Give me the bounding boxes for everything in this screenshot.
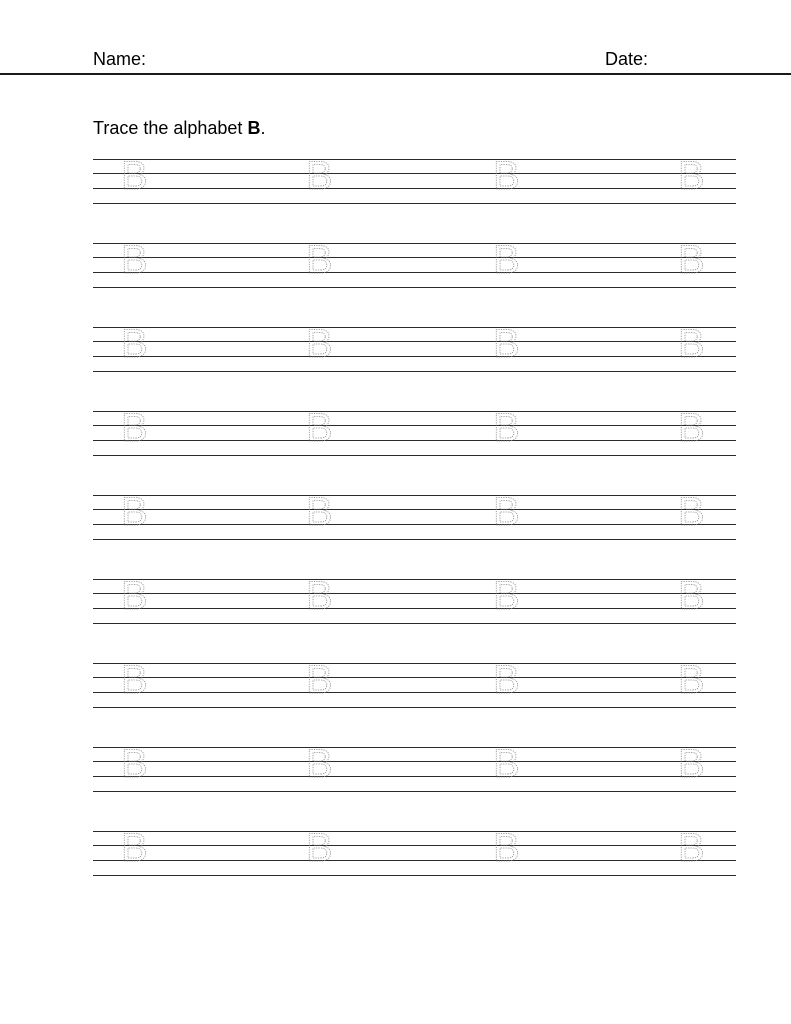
- trace-letter-glyph: B: [678, 658, 705, 702]
- trace-letter-glyph: B: [306, 742, 333, 786]
- trace-letter-glyph: B: [121, 238, 148, 282]
- trace-letter: [493, 574, 520, 618]
- instruction-letter: B: [247, 118, 261, 138]
- guide-line: [93, 663, 736, 664]
- trace-letter: [678, 238, 705, 282]
- guide-line: [93, 593, 736, 594]
- date-label: Date:: [605, 49, 649, 69]
- guide-line: [93, 159, 736, 160]
- trace-letter-glyph: B: [306, 154, 333, 198]
- guide-line: [93, 173, 736, 174]
- trace-letter: [678, 742, 705, 786]
- trace-letter: [121, 742, 148, 786]
- trace-letter-glyph: B: [306, 826, 333, 870]
- guide-line: [93, 860, 736, 861]
- guide-line: [93, 579, 736, 580]
- trace-letter: [678, 322, 705, 366]
- name-label: Name:: [93, 49, 147, 69]
- trace-letter: [678, 154, 705, 198]
- trace-letter-glyph: B: [678, 406, 705, 450]
- instruction-text: [93, 117, 265, 139]
- trace-letter: [306, 154, 333, 198]
- guide-line: [93, 371, 736, 372]
- trace-letter: [678, 574, 705, 618]
- trace-letter-glyph: B: [678, 826, 705, 870]
- guide-line: [93, 845, 736, 846]
- trace-letter: [121, 322, 148, 366]
- trace-letter: [121, 238, 148, 282]
- trace-letter: [678, 490, 705, 534]
- trace-letter-glyph: B: [493, 154, 520, 198]
- trace-letter: [306, 658, 333, 702]
- instruction-prefix: Trace the alphabet: [93, 118, 248, 138]
- trace-letter: [306, 490, 333, 534]
- guide-line: [93, 539, 736, 540]
- instruction-suffix: .: [260, 118, 266, 138]
- trace-letter: [121, 154, 148, 198]
- trace-letter-glyph: B: [306, 574, 333, 618]
- trace-letter-glyph: B: [678, 322, 705, 366]
- guide-line: [93, 791, 736, 792]
- guide-line: [93, 761, 736, 762]
- practice-row[interactable]: [93, 490, 736, 542]
- practice-row[interactable]: [93, 742, 736, 794]
- trace-letter: [493, 490, 520, 534]
- guide-line: [93, 623, 736, 624]
- guide-line: [93, 425, 736, 426]
- trace-letter: [678, 658, 705, 702]
- trace-letter: [493, 154, 520, 198]
- trace-letter: [121, 658, 148, 702]
- practice-row[interactable]: [93, 322, 736, 374]
- trace-letter: [306, 406, 333, 450]
- trace-letter-glyph: B: [678, 238, 705, 282]
- trace-letter-glyph: B: [678, 574, 705, 618]
- trace-letter-glyph: B: [493, 238, 520, 282]
- trace-letter-glyph: B: [678, 490, 705, 534]
- guide-line: [93, 272, 736, 273]
- guide-line: [93, 707, 736, 708]
- guide-line: [93, 608, 736, 609]
- trace-letter: [121, 574, 148, 618]
- trace-letter-glyph: B: [306, 406, 333, 450]
- trace-letter: [306, 826, 333, 870]
- guide-line: [93, 509, 736, 510]
- trace-letter-glyph: B: [121, 826, 148, 870]
- trace-letter: [121, 406, 148, 450]
- guide-line: [93, 524, 736, 525]
- practice-row[interactable]: [93, 406, 736, 458]
- trace-letter-glyph: B: [306, 490, 333, 534]
- trace-letter: [493, 406, 520, 450]
- guide-line: [93, 455, 736, 456]
- trace-letter-glyph: B: [121, 490, 148, 534]
- trace-letter: [306, 322, 333, 366]
- trace-letter-glyph: B: [678, 154, 705, 198]
- guide-line: [93, 243, 736, 244]
- trace-letter-glyph: B: [493, 490, 520, 534]
- practice-row[interactable]: [93, 238, 736, 290]
- trace-letter-glyph: B: [121, 574, 148, 618]
- trace-letter: [678, 826, 705, 870]
- trace-letter-glyph: B: [121, 658, 148, 702]
- trace-letter-glyph: B: [678, 742, 705, 786]
- trace-letter-glyph: B: [121, 322, 148, 366]
- practice-row[interactable]: [93, 826, 736, 878]
- trace-letter-glyph: B: [493, 574, 520, 618]
- trace-letter: [493, 238, 520, 282]
- trace-letter: [121, 490, 148, 534]
- trace-letter: [493, 658, 520, 702]
- guide-line: [93, 747, 736, 748]
- guide-line: [93, 327, 736, 328]
- guide-line: [93, 341, 736, 342]
- trace-letter-glyph: B: [121, 742, 148, 786]
- trace-letter-glyph: B: [493, 826, 520, 870]
- guide-line: [93, 692, 736, 693]
- guide-line: [93, 188, 736, 189]
- trace-letter-glyph: B: [493, 742, 520, 786]
- guide-line: [93, 356, 736, 357]
- guide-line: [93, 831, 736, 832]
- guide-line: [93, 677, 736, 678]
- trace-letter: [306, 574, 333, 618]
- practice-row[interactable]: [93, 658, 736, 710]
- trace-letter: [493, 742, 520, 786]
- trace-letter-glyph: B: [121, 154, 148, 198]
- trace-letter: [493, 826, 520, 870]
- trace-letter-glyph: B: [493, 322, 520, 366]
- trace-letter-glyph: B: [121, 406, 148, 450]
- practice-row[interactable]: [93, 154, 736, 206]
- guide-line: [93, 287, 736, 288]
- header-divider: [0, 73, 791, 75]
- trace-letter-glyph: B: [493, 658, 520, 702]
- guide-line: [93, 257, 736, 258]
- trace-letter-glyph: B: [306, 238, 333, 282]
- trace-letter: [306, 238, 333, 282]
- guide-line: [93, 440, 736, 441]
- guide-line: [93, 495, 736, 496]
- trace-letter-glyph: B: [493, 406, 520, 450]
- guide-line: [93, 411, 736, 412]
- trace-letter: [678, 406, 705, 450]
- trace-letter: [493, 322, 520, 366]
- guide-line: [93, 875, 736, 876]
- guide-line: [93, 203, 736, 204]
- trace-letter: [121, 826, 148, 870]
- trace-letter-glyph: B: [306, 658, 333, 702]
- trace-letter: [306, 742, 333, 786]
- trace-letter-glyph: B: [306, 322, 333, 366]
- guide-line: [93, 776, 736, 777]
- practice-row[interactable]: [93, 574, 736, 626]
